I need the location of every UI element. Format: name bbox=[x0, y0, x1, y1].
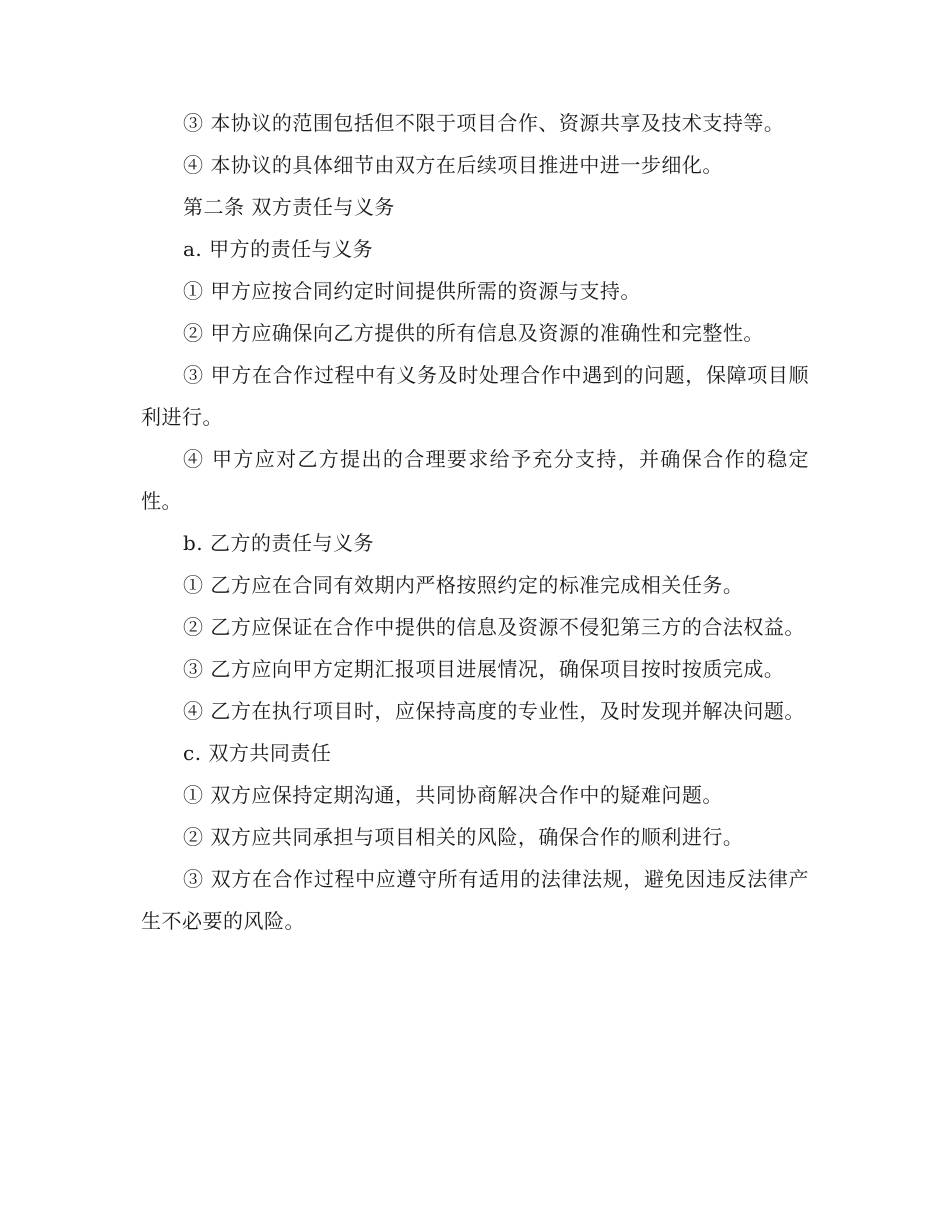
section-heading-joint: c. 双方共同责任 bbox=[183, 741, 332, 765]
joint-item-2: ② 双方应共同承担与项目相关的风险，确保合作的顺利进行。 bbox=[183, 825, 744, 849]
party-b-item-2: ② 乙方应保证在合作中提供的信息及资源不侵犯第三方的合法权益。 bbox=[183, 615, 805, 639]
party-b-item-4: ④ 乙方在执行项目时，应保持高度的专业性，及时发现并解决问题。 bbox=[183, 699, 805, 723]
section-heading-party-a: a. 甲方的责任与义务 bbox=[183, 237, 374, 261]
party-b-item-3: ③ 乙方应向甲方定期汇报项目进展情况，确保项目按时按质完成。 bbox=[183, 657, 785, 681]
party-a-item-1: ① 甲方应按合同约定时间提供所需的资源与支持。 bbox=[183, 279, 641, 303]
joint-item-1: ① 双方应保持定期沟通，共同协商解决合作中的疑难问题。 bbox=[183, 783, 723, 807]
party-a-item-3: ③ 甲方在合作过程中有义务及时处理合作中遇到的问题，保障项目顺利进行。 bbox=[141, 363, 809, 429]
paragraph-scope: ③ 本协议的范围包括但不限于项目合作、资源共享及技术支持等。 bbox=[183, 111, 785, 135]
party-b-item-1: ① 乙方应在合同有效期内严格按照约定的标准完成相关任务。 bbox=[183, 573, 744, 597]
paragraph-details: ④ 本协议的具体细节由双方在后续项目推进中进一步细化。 bbox=[183, 153, 723, 177]
article-heading: 第二条 双方责任与义务 bbox=[183, 195, 395, 219]
section-heading-party-b: b. 乙方的责任与义务 bbox=[183, 531, 375, 555]
party-a-item-4: ④ 甲方应对乙方提出的合理要求给予充分支持，并确保合作的稳定性。 bbox=[141, 447, 809, 513]
document-body bbox=[141, 102, 809, 942]
joint-item-3: ③ 双方在合作过程中应遵守所有适用的法律法规，避免因违反法律产生不必要的风险。 bbox=[141, 867, 809, 933]
party-a-item-2: ② 甲方应确保向乙方提供的所有信息及资源的准确性和完整性。 bbox=[183, 321, 764, 345]
